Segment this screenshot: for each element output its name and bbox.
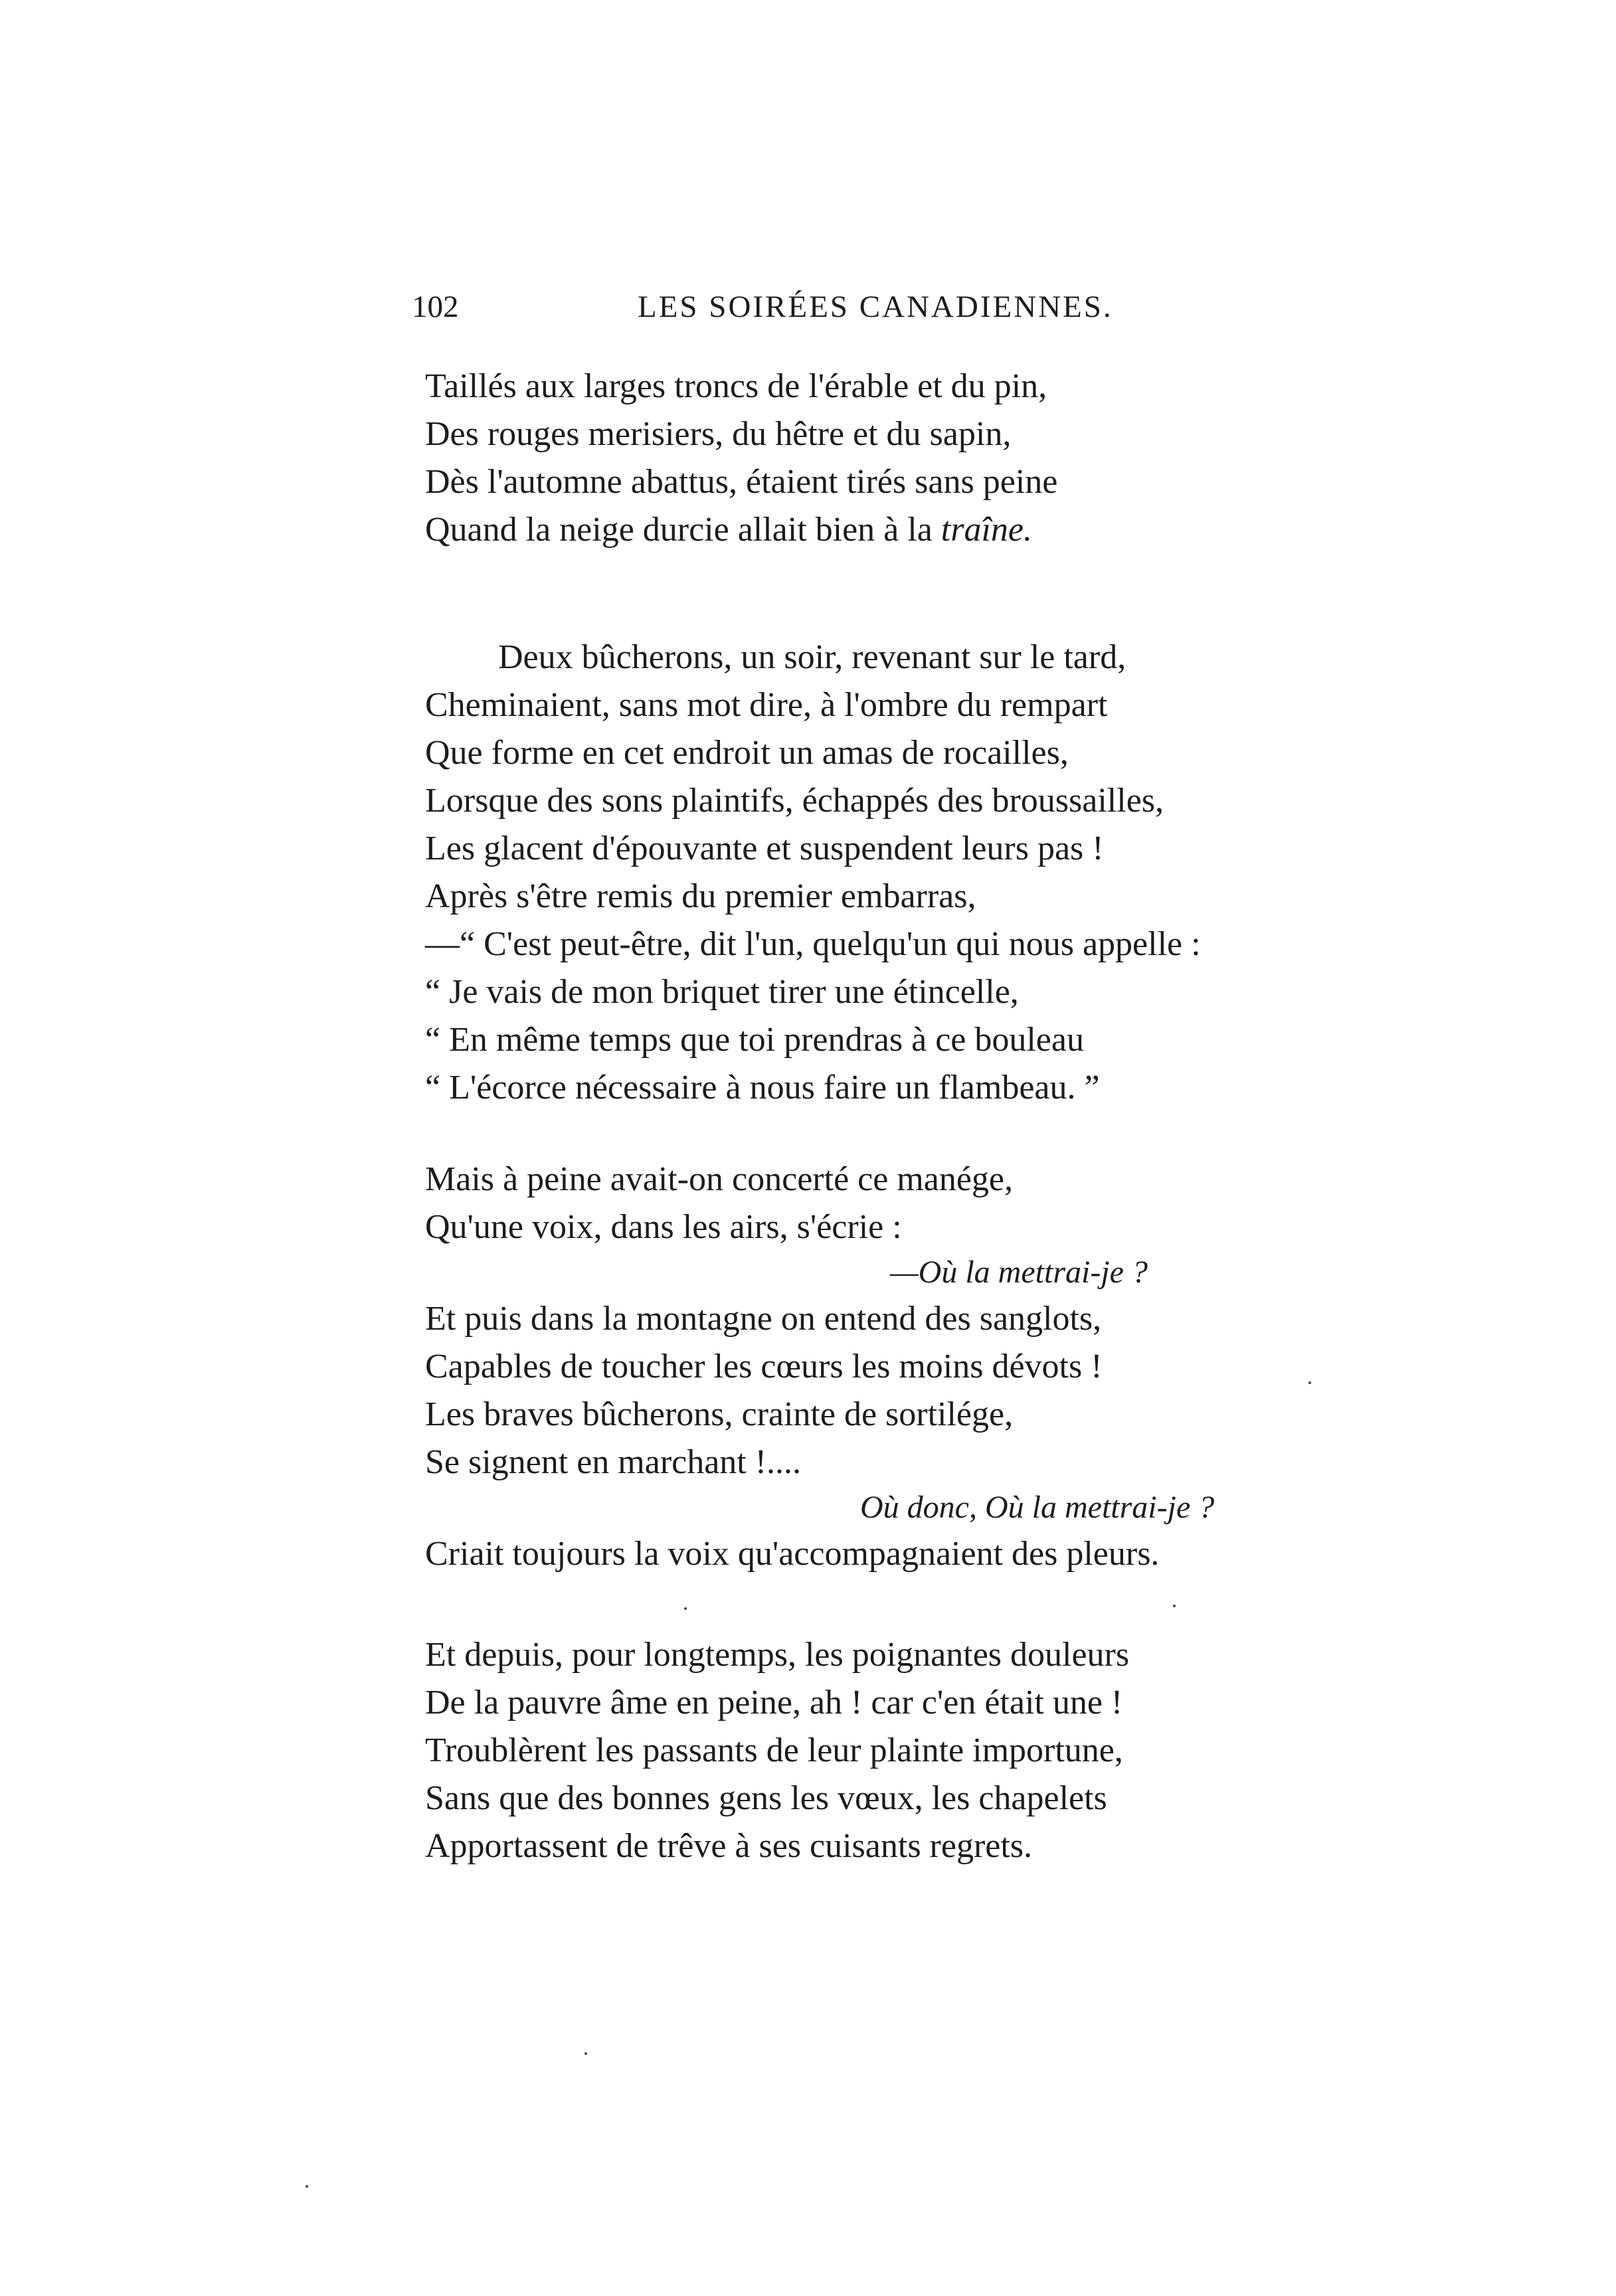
verse-line: Capables de toucher les cœurs les moins dévots ! — [425, 1348, 1103, 1385]
verse-line — [425, 510, 1032, 550]
verse-line: “ En même temps que toi prendras à ce bouleau — [425, 1021, 1084, 1059]
verse-line: Des rouges merisiers, du hêtre et du sapin, — [425, 415, 1012, 453]
running-title: LES SOIRÉES CANADIENNES. — [638, 290, 1113, 324]
verse-line: —“ C'est peut-être, dit l'un, quelqu'un qui nous appelle : — [425, 925, 1201, 963]
verse-line: “ Je vais de mon briquet tirer une étincelle, — [425, 973, 1019, 1011]
verse-line: Dès l'automne abattus, étaient tirés sans peine — [425, 463, 1058, 501]
verse-line: Les glacent d'épouvante et suspendent leurs pas ! — [425, 830, 1104, 867]
verse-text: Quand la neige durcie allait bien à la — [425, 511, 941, 549]
verse-line: Qu'une voix, dans les airs, s'écrie : — [425, 1208, 902, 1246]
italic-cry: —Où la mettrai-je ? — [890, 1255, 1148, 1290]
verse-line: Sans que des bonnes gens les vœux, les chapelets — [425, 1779, 1107, 1817]
scan-speck — [1308, 1381, 1311, 1384]
verse-line: De la pauvre âme en peine, ah ! car c'en était une ! — [425, 1684, 1123, 1722]
verse-line: Et depuis, pour longtemps, les poignantes douleurs — [425, 1636, 1130, 1674]
verse-line: Que forme en cet endroit un amas de rocailles, — [425, 734, 1069, 772]
page-number: 102 — [412, 290, 459, 324]
verse-line: Troublèrent les passants de leur plainte importune, — [425, 1731, 1123, 1769]
verse-line: Lorsque des sons plaintifs, échappés des broussailles, — [425, 782, 1164, 820]
verse-line: Taillés aux larges troncs de l'érable et du pin, — [425, 367, 1047, 405]
verse-line: Apportassent de trêve à ses cuisants regrets. — [425, 1827, 1033, 1865]
verse-line: Et puis dans la montagne on entend des sanglots, — [425, 1300, 1102, 1338]
scan-speck — [1173, 1605, 1176, 1607]
scan-speck — [306, 2185, 308, 2188]
verse-line: Après s'être remis du premier embarras, — [425, 877, 976, 915]
scan-speck — [584, 2052, 587, 2055]
verse-line-indented: Deux bûcherons, un soir, revenant sur le tard, — [498, 638, 1126, 676]
verse-line: Cheminaient, sans mot dire, à l'ombre du rempart — [425, 686, 1108, 724]
verse-line: Criait toujours la voix qu'accompagnaient des pleurs. — [425, 1535, 1160, 1573]
verse-line: Les braves bûcherons, crainte de sortilége, — [425, 1395, 1014, 1433]
scan-speck — [684, 1607, 687, 1610]
italic-word: traîne. — [941, 511, 1032, 549]
verse-line: Se signent en marchant !.... — [425, 1443, 802, 1481]
page-header — [412, 287, 1113, 327]
italic-cry: Où donc, Où la mettrai-je ? — [860, 1490, 1215, 1525]
verse-line: “ L'écorce nécessaire à nous faire un flambeau. ” — [425, 1069, 1100, 1106]
verse-line: Mais à peine avait-on concerté ce manége, — [425, 1160, 1013, 1198]
